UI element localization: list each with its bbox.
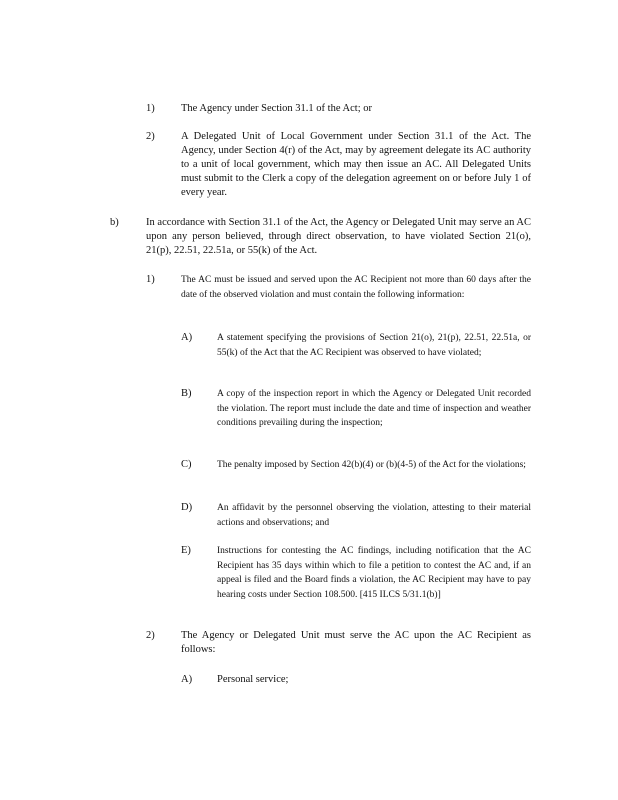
item-label: 1) [146, 274, 155, 285]
item-label: C) [181, 459, 192, 470]
item-label: b) [110, 217, 119, 228]
item-text: A statement specifying the provisions of Section 21(o), 21(p), 22.51, 22.51a, or 55(k) of the Act that the AC Recipient was observed to have violated; [217, 333, 531, 358]
item-text: In accordance with Section 31.1 of the Act, the Agency or Delegated Unit may serve an AC upon any person believed, through direct observation, to have violated Section 21(o), 21(p), 22.51, 22.51a, or 55(k) of the Act. [146, 217, 531, 256]
item-text: Instructions for contesting the AC findings, including notification that the AC Recipient has 35 days within which to file a petition to contest the AC and, if an appeal is filed and the Board finds a violation, the AC Recipient may have to pay hearing costs under Section 108.500. [415 ILCS 5/31.1(b)] [217, 546, 531, 600]
item-text: A copy of the inspection report in which the Agency or Delegated Unit recorded the violation. The report must include the date and time of inspection and weather conditions prevailing during the inspection; [217, 389, 531, 428]
item-text: Personal service; [217, 674, 289, 685]
item-label: B) [181, 388, 192, 399]
item-text: The Agency under Section 31.1 of the Act; or [181, 103, 372, 114]
item-text: A Delegated Unit of Local Government under Section 31.1 of the Act. The Agency, under Section 4(r) of the Act, may by agreement delegate its AC authority to a unit of local government, which may then issue an AC. All Delegated Units must submit to the Clerk a copy of the delegation agreement on or before July 1 of every year. [181, 131, 531, 198]
item-label: A) [181, 332, 193, 343]
item-label: A) [181, 674, 193, 685]
item-text: The AC must be issued and served upon the AC Recipient not more than 60 days after the date of the observed violation and must contain the following information: [181, 275, 531, 300]
item-label: 2) [146, 630, 155, 641]
item-label: E) [181, 545, 191, 556]
item-text: The Agency or Delegated Unit must serve the AC upon the AC Recipient as follows: [181, 630, 531, 655]
item-label: 1) [146, 103, 155, 114]
item-label: D) [181, 502, 193, 513]
item-label: 2) [146, 131, 155, 142]
item-text: An affidavit by the personnel observing the violation, attesting to their material actions and observations; and [217, 503, 531, 528]
item-text: The penalty imposed by Section 42(b)(4) or (b)(4-5) of the Act for the violations; [217, 460, 526, 470]
